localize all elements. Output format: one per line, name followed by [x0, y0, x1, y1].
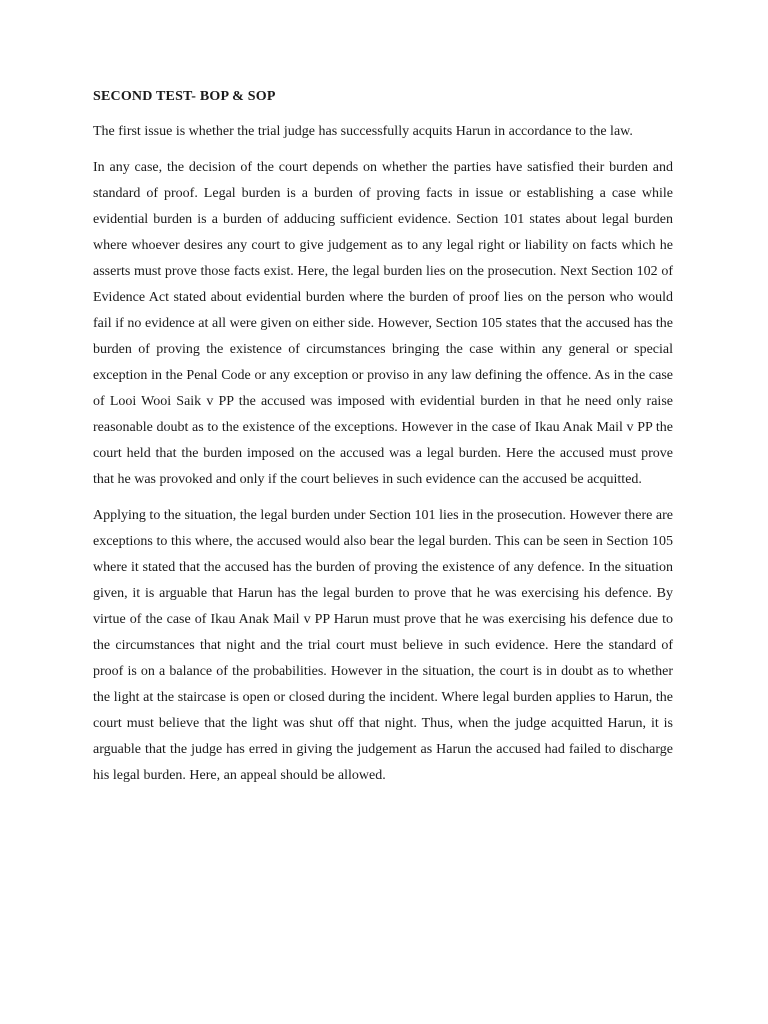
paragraph-law: In any case, the decision of the court depends on whether the parties have satisfied their burden and standard of proof. Legal burden is a burden of proving facts in issue or establishing a case while evidential burden is a burden of adducing sufficient evidence. Section 101 states about legal burden where whoever desires any court to give judgement as to any legal right or liability on facts which he asserts must prove those facts exist. Here, the legal burden lies on the prosecution. Next Section 102 of Evidence Act stated about evidential burden where the burden of proof lies on the person who would fail if no evidence at all were given on either side. However, Section 105 states that the accused has the burden of proving the existence of circumstances bringing the case within any general or special exception in the Penal Code or any exception or proviso in any law defining the offence. As in the case of Looi Wooi Saik v PP the accused was imposed with evidential burden in that he need only raise reasonable doubt as to the existence of the exceptions. However in the case of Ikau Anak Mail v PP the court held that the burden imposed on the accused was a legal burden. Here the accused must prove that he was provoked and only if the court believes in such evidence can the accused be acquitted. — [93, 160, 673, 487]
document-title: SECOND TEST- BOP & SOP — [93, 89, 276, 104]
document-body — [93, 84, 673, 799]
paragraph-issue: The first issue is whether the trial judge has successfully acquits Harun in accordance to the law. — [93, 124, 633, 139]
paragraph-application: Applying to the situation, the legal burden under Section 101 lies in the prosecution. However there are exceptions to this where, the accused would also bear the legal burden. This can be seen in Section 105 where it stated that the accused has the burden of proving the existence of any defence. In the situation given, it is arguable that Harun has the legal burden to prove that he was exercising his defence. By virtue of the case of Ikau Anak Mail v PP Harun must prove that he was exercising his defence due to the circumstances that night and the trial court must believe in such evidence. Here the standard of proof is on a balance of the probabilities. However in the situation, the court is in doubt as to whether the light at the staircase is open or closed during the incident. Where legal burden applies to Harun, the court must believe that the light was shut off that night. Thus, when the judge acquitted Harun, it is arguable that the judge has erred in giving the judgement as Harun the accused had failed to discharge his legal burden. Here, an appeal should be allowed. — [93, 508, 673, 783]
